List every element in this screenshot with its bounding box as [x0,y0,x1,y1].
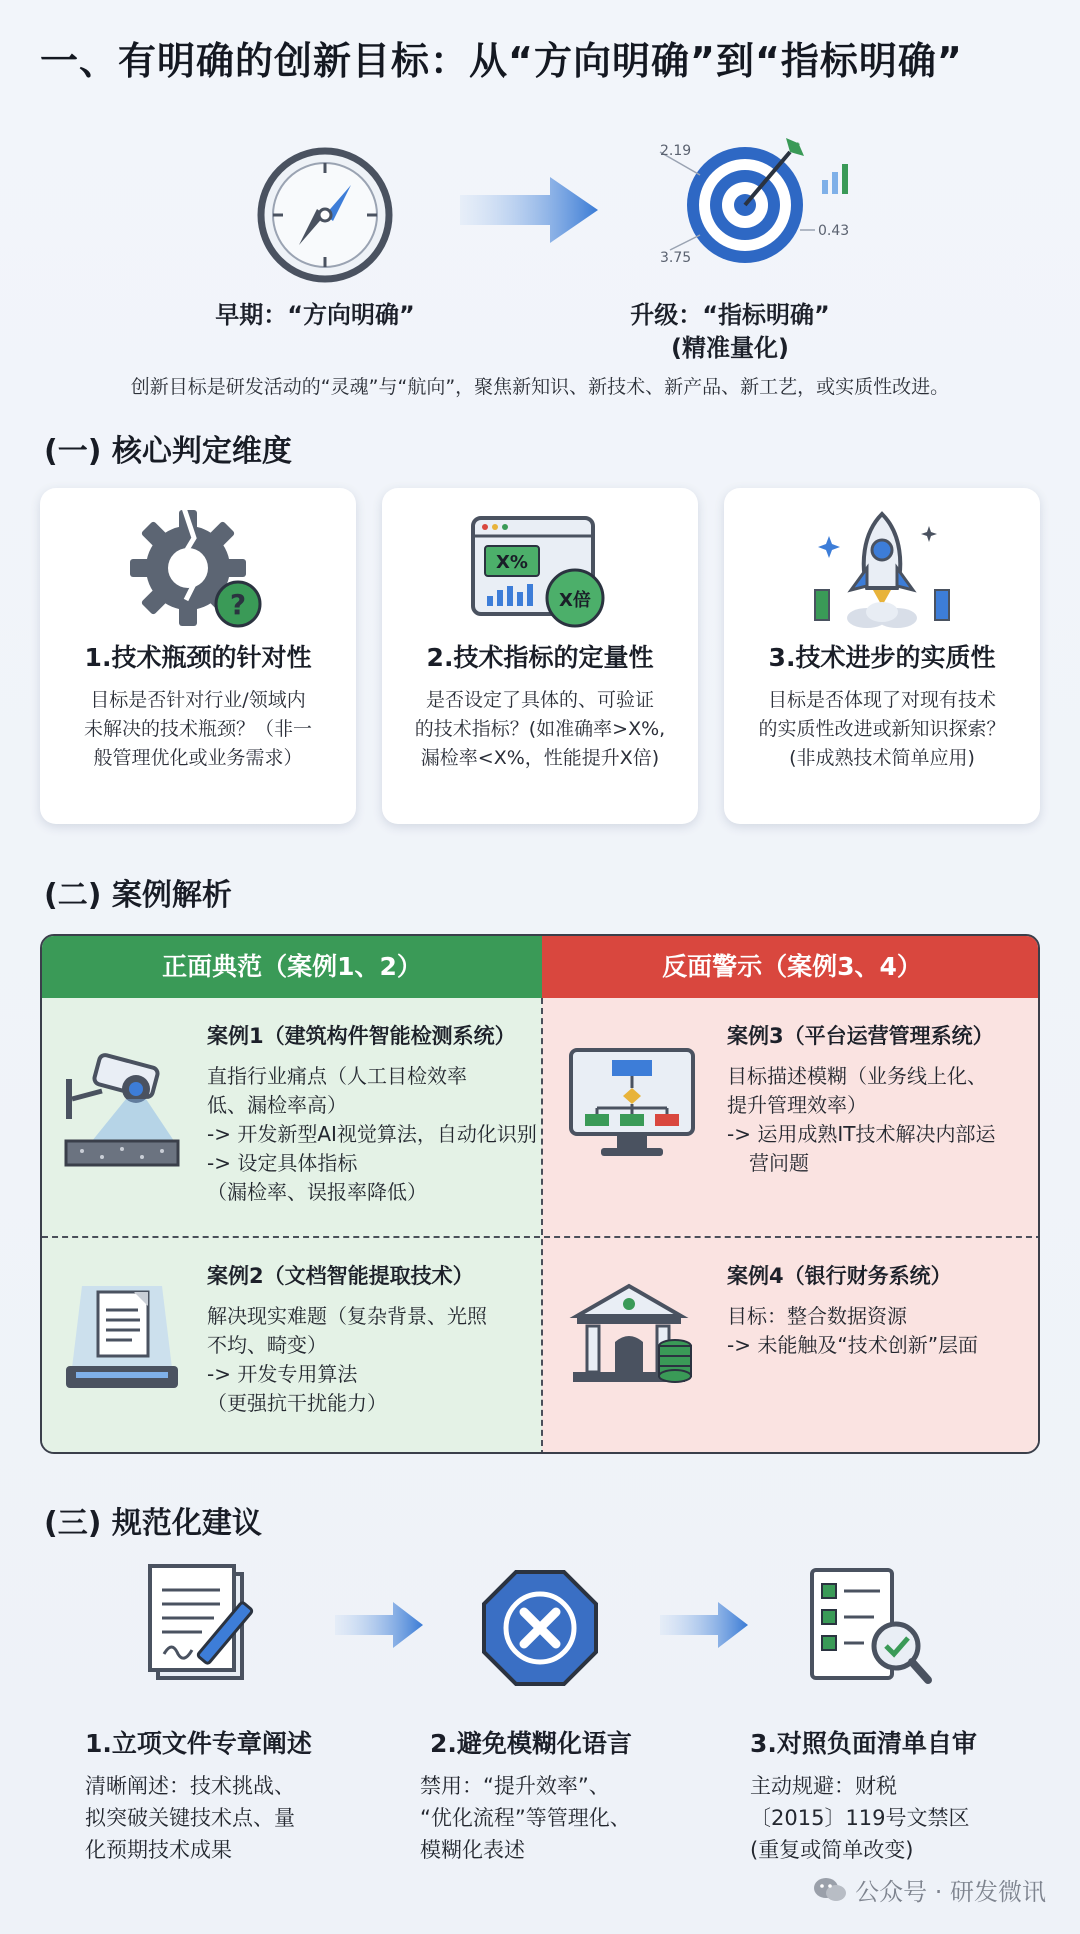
early-label: 早期：“方向明确” [215,301,415,329]
suggestion-1-title: 1.立项文件专章阐述 [85,1729,312,1758]
divider-horizontal [42,1236,1040,1238]
broken-gear-question-icon [123,506,273,636]
section-title-dimensions: (一) 核心判定维度 [44,434,292,469]
footer-watermark [813,1872,1046,1907]
suggestion-3-title: 3.对照负面清单自审 [750,1729,977,1758]
suggestion-2-text: 禁用：“提升效率”、 “优化流程”等管理化、 模糊化表述 [420,1774,631,1862]
case-3-text: 目标描述模糊（业务线上化、 提升管理效率） -> 运用成熟IT技术解决内部运 营问题 [727,1064,996,1175]
arrow-right-icon [660,1600,750,1650]
chart-label-3: 0.43 [818,223,850,239]
monitor-flowchart-icon [567,1044,697,1164]
card-description: 目标是否体现了对现有技术 的实质性改进或新知识探索？ (非成熟技术简单应用) [758,689,1006,769]
case-table [40,934,1040,1454]
case-1-title: 案例1（建筑构件智能检测系统） [207,1024,516,1048]
checklist-magnifier-icon [800,1562,940,1692]
chart-label-2: 3.75 [660,250,692,266]
card-description: 目标是否针对行业/领域内 未解决的技术瓶颈？（非一 般管理优化或业务需求） [83,689,312,769]
case-2-title: 案例2（文档智能提取技术） [207,1264,474,1288]
case-4-title: 案例4（银行财务系统） [727,1264,952,1288]
wechat-icon [813,1876,847,1904]
page-title: 一、有明确的创新目标：从“方向明确”到“指标明确” [40,39,963,83]
case-3-title: 案例3（平台运营管理系统） [727,1024,994,1048]
suggestion-1-text: 清晰阐述：技术挑战、 拟突破关键技术点、量 化预期技术成果 [85,1774,295,1862]
svg-text:?: ? [229,588,247,621]
compass-icon [255,145,395,285]
case-1-text: 直指行业痛点（人工目检效率 低、漏检率高） -> 开发新型AI视觉算法，自动化识别 -> 设定具体指标 （漏检率、误报率降低） [207,1064,537,1204]
divider-vertical [541,998,543,1454]
case-2-text: 解决现实难题（复杂背景、光照 不均、畸变） -> 开发专用算法 （更强抗干扰能力） [207,1304,487,1415]
arrow-right-icon [460,175,600,245]
section-title-cases: (二) 案例解析 [44,878,232,913]
metrics-dashboard-icon [465,506,615,636]
case-4-text: 目标：整合数据资源 -> 未能触及“技术创新”层面 [727,1304,979,1357]
footer-text: 公众号 · 研发微讯 [855,1878,1046,1906]
chart-label-1: 2.19 [660,143,692,159]
upgrade-sublabel: (精准量化) [671,334,789,362]
suggestion-3-text: 主动规避：财税 〔2015〕119号文禁区 (重复或简单改变) [750,1774,970,1862]
dimension-card-1 [40,488,356,824]
camera-scan-icon [62,1051,182,1171]
intro-text: 创新目标是研发活动的“灵魂”与“航向”，聚焦新知识、新技术、新产品、新工艺，或实质性改进。 [130,376,950,398]
forbidden-x-icon [480,1568,600,1688]
section-title-suggestions: (三) 规范化建议 [44,1506,262,1541]
rocket-launch-icon [807,506,957,636]
upgrade-label: 升级：“指标明确” [630,301,830,329]
bank-database-icon [567,1280,697,1400]
positive-header: 正面典范（案例1、2） [42,936,542,998]
card-description: 是否设定了具体的、可验证 的技术指标？(如准确率>X%, 漏检率<X%，性能提升X倍) [414,689,666,769]
svg-text:X%: X% [496,552,528,573]
dimension-card-3 [724,488,1040,824]
card-title: 3.技术进步的实质性 [768,643,996,672]
document-scanner-icon [62,1280,182,1400]
svg-text:X倍: X倍 [559,590,591,611]
negative-header: 反面警示（案例3、4） [542,936,1040,998]
suggestion-2-title: 2.避免模糊化语言 [430,1729,632,1758]
card-title: 2.技术指标的定量性 [426,643,654,672]
document-pen-icon [140,1560,280,1690]
dimension-card-2 [382,488,698,824]
card-title: 1.技术瓶颈的针对性 [84,643,312,672]
arrow-right-icon [335,1600,425,1650]
